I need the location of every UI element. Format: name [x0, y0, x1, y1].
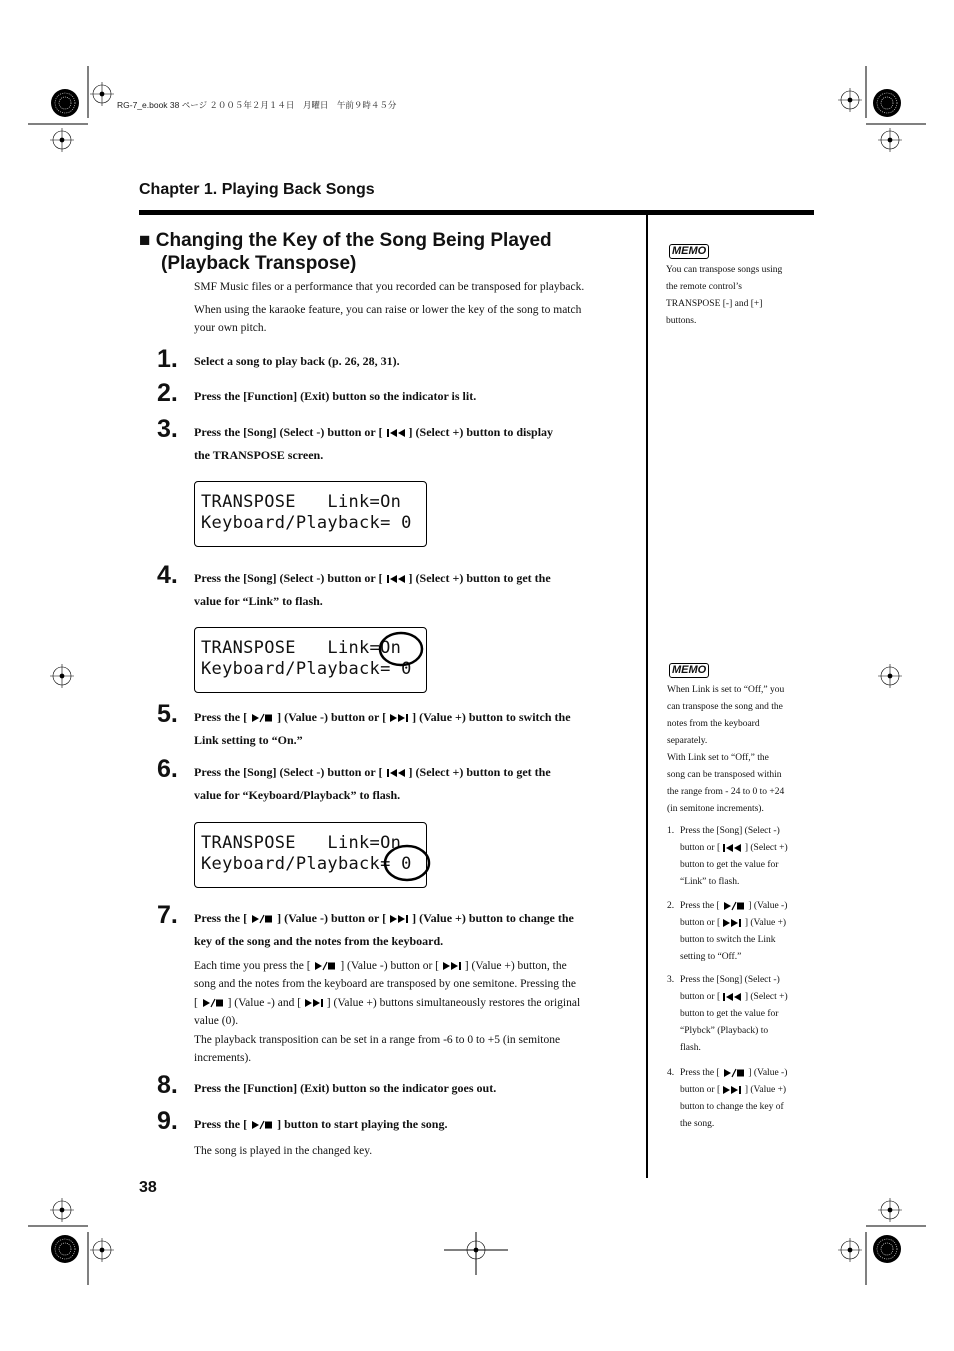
step7-body-line: value (0). [194, 1015, 239, 1027]
highlight-circle [382, 842, 434, 884]
play-stop-icon [313, 961, 337, 971]
intro-line-3: your own pitch. [194, 322, 267, 334]
play-stop-icon [250, 713, 274, 723]
lcd-line2: Keyboard/Playback= 0 [201, 854, 412, 874]
page-number: 38 [139, 1179, 157, 1196]
chapter-title: Chapter 1. Playing Back Songs [139, 181, 375, 198]
chapter-rule [139, 210, 814, 215]
step7-body-line: Each time you press the [ ] (Value -) button or [ ] (Value +) button, the [194, 960, 567, 972]
step-number: 2. [157, 379, 178, 407]
step-number: 9. [157, 1107, 178, 1135]
step-text-line2: value for “Keyboard/Playback” to flash. [194, 788, 401, 802]
step-text-line2: value for “Link” to flash. [194, 594, 323, 608]
step-text: Press the [ ] button to start playing the song. [194, 1117, 448, 1131]
step-number: 1. [157, 345, 178, 373]
step-number: 7. [157, 901, 178, 929]
rewind-icon [722, 992, 742, 1002]
memo-icon: MEMO [669, 244, 709, 259]
rewind-icon [386, 768, 406, 778]
lcd-line1: TRANSPOSE Link=On [201, 833, 402, 853]
step-number: 3. [157, 415, 178, 443]
step-text-line2: the TRANSPOSE screen. [194, 448, 324, 462]
lcd-line1: TRANSPOSE Link=On [201, 638, 402, 658]
step-number: 4. [157, 561, 178, 589]
step-text: Press the [Song] (Select -) button or [ ] (Select +) button to get the [194, 571, 551, 585]
step-text: Press the [ ] (Value -) button or [ ] (Value +) button to change the [194, 911, 574, 925]
play-stop-icon [722, 1068, 746, 1078]
memo1-text: You can transpose songs using the remote control’s TRANSPOSE [-] and [+] buttons. [666, 265, 783, 326]
section-bullet: ■ [139, 230, 151, 251]
section-title-line1: Changing the Key of the Song Being Played [155, 230, 552, 251]
step-text: Press the [Song] (Select -) button or [ ] (Select +) button to display [194, 425, 554, 439]
section-title [139, 229, 552, 275]
intro-line-2: When using the karaoke feature, you can raise or lower the key of the song to match [194, 304, 582, 316]
play-stop-icon [250, 1120, 274, 1130]
fast-forward-icon [442, 961, 462, 971]
rewind-icon [722, 843, 742, 853]
step-number: 6. [157, 755, 178, 783]
lcd-line2: Keyboard/Playback= 0 [201, 659, 412, 679]
step7-body-line: increments). [194, 1052, 252, 1064]
play-stop-icon [201, 998, 225, 1008]
step-number: 5. [157, 700, 178, 728]
fast-forward-icon [389, 914, 409, 924]
step-text: Press the [Function] (Exit) button so the indicator is lit. [194, 389, 477, 403]
fast-forward-icon [722, 1085, 742, 1095]
section-title-line2: (Playback Transpose) [161, 253, 357, 274]
memo-icon: MEMO [669, 663, 709, 678]
fast-forward-icon [722, 918, 742, 928]
highlight-circle [378, 630, 428, 670]
column-divider [646, 215, 648, 1178]
step-text-line2: Link setting to “On.” [194, 733, 303, 747]
rewind-icon [386, 574, 406, 584]
lcd-screen [194, 481, 427, 547]
intro-line-1: SMF Music files or a performance that you recorded can be transposed for playback. [194, 281, 585, 293]
step-text: Press the [ ] (Value -) button or [ ] (Value +) button to switch the [194, 710, 571, 724]
rewind-icon [386, 428, 406, 438]
play-stop-icon [722, 901, 746, 911]
step-number: 8. [157, 1071, 178, 1099]
step7-body-line: The playback transposition can be set in a range from -6 to 0 to +5 (in semitone [194, 1034, 561, 1046]
memo2-text: When Link is set to “Off,” you can transpose the song and the notes from the keyboard separately. With Link set to “Off,” the song can be transposed within the range from - 24 to 0 to +24 (in semitone increments). [667, 685, 785, 814]
step7-body-line: song and the notes from the keyboard are transposed by one semitone. Pressing the [194, 978, 576, 990]
fast-forward-icon [304, 998, 324, 1008]
lcd-line1: TRANSPOSE Link=On [201, 492, 402, 512]
play-stop-icon [250, 914, 274, 924]
fast-forward-icon [389, 713, 409, 723]
lcd-line2: Keyboard/Playback= 0 [201, 513, 412, 533]
step-text: Press the [Song] (Select -) button or [ ] (Select +) button to get the [194, 765, 551, 779]
step7-body-line: [ ] (Value -) and [ ] (Value +) buttons simultaneously restores the original [194, 997, 581, 1009]
step-text-line2: key of the song and the notes from the keyboard. [194, 934, 444, 948]
print-header-stamp: RG-7_e.book 38 ページ ２００５年２月１４日 月曜日 午前９時４５分 [117, 100, 397, 110]
step9-body: The song is played in the changed key. [194, 1145, 373, 1157]
step-text: Select a song to play back (p. 26, 28, 31). [194, 354, 400, 368]
step-text: Press the [Function] (Exit) button so the indicator goes out. [194, 1081, 497, 1095]
